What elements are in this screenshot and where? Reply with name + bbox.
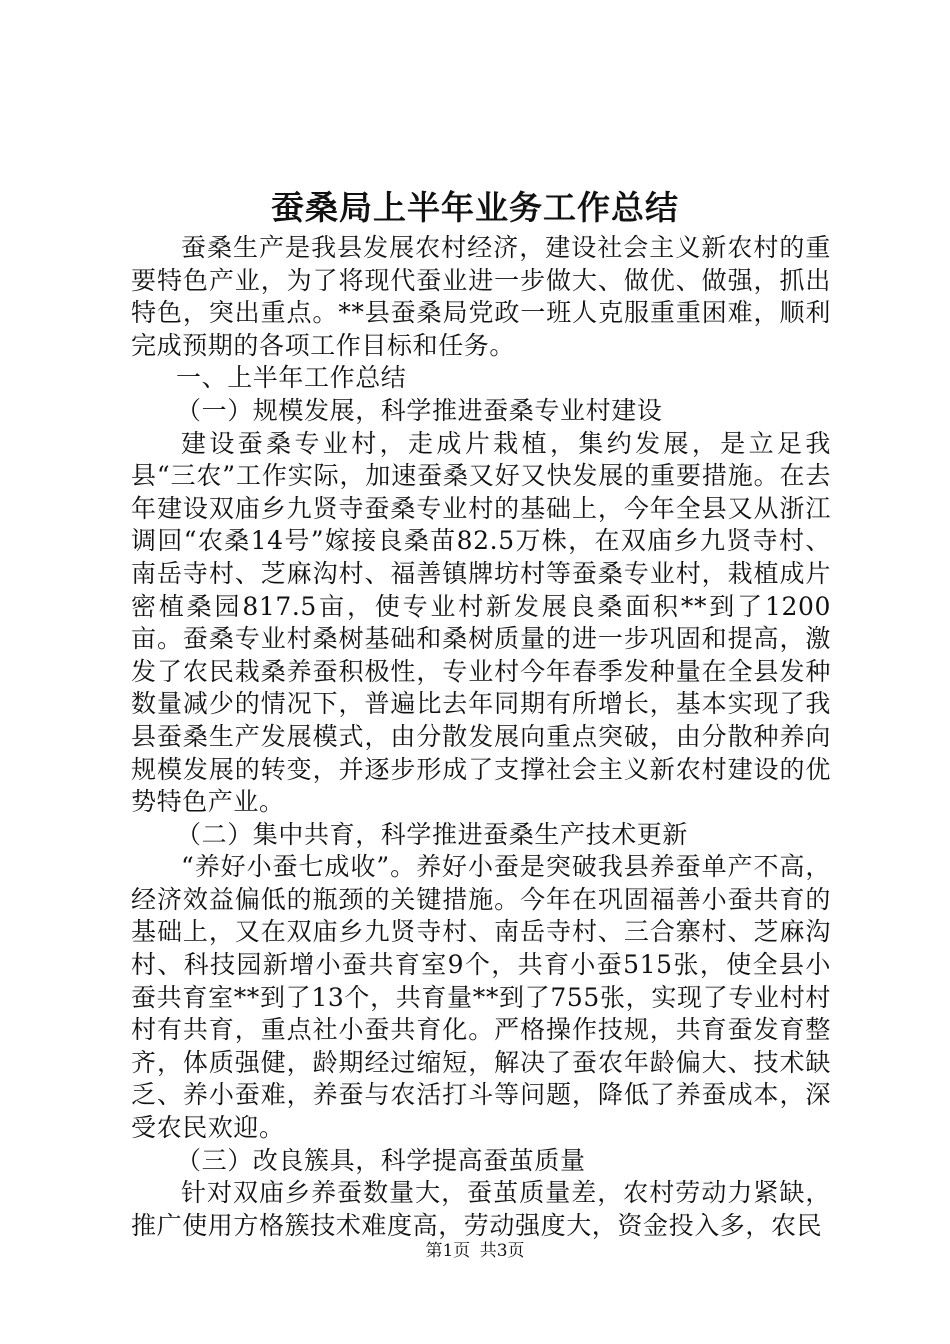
subsection-heading-3: （三）改良簇具，科学提高蚕茧质量 <box>176 1145 586 1175</box>
subsection-2-paragraph: “养好小蚕七成收”。养好小蚕是突破我县养蚕单产不高，经济效益偏低的瓶颈的关键措施。今年在巩固福善小蚕共育的基础上，又在双庙乡九贤寺村、南岳寺村、三合寨村、芝麻沟村、科技园新增小蚕共育室9个，共育小蚕515张，使全县小蚕共育室**到了13个，共育量**到了755张，实现了专业村村村有共育，重点社小蚕共育化。严格操作技规，共育蚕发育整齐，体质强健，龄期经过缩短，解决了蚕农年龄偏大、技术缺乏、养小蚕难，养蚕与农活打斗等问题，降低了养蚕成本，深受农民欢迎。 <box>131 852 831 1143</box>
section-heading-summary: 一、上半年工作总结 <box>176 363 407 393</box>
subsection-1-paragraph: 建设蚕桑专业村，走成片栽植，集约发展，是立足我县“三农”工作实际，加速蚕桑又好又快发展的重要措施。在去年建设双庙乡九贤寺蚕桑专业村的基础上，今年全县又从浙江调回“农桑14号”嫁接良桑苗82.5万株，在双庙乡九贤寺村、南岳寺村、芝麻沟村、福善镇牌坊村等蚕桑专业村，栽植成片密植桑园817.5亩，使专业村新发展良桑面积**到了1200亩。蚕桑专业村桑树基础和桑树质量的进一步巩固和提高，激发了农民栽桑养蚕积极性，专业村今年春季发种量在全县发种数量减少的情况下，普遍比去年同期有所增长，基本实现了我县蚕桑生产发展模式，由分散发展向重点突破，由分散种养向规模发展的转变，并逐步形成了支撑社会主义新农村建设的优势特色产业。 <box>131 428 831 817</box>
document-title: 蚕桑局上半年业务工作总结 <box>271 188 679 227</box>
subsection-heading-1: （一）规模发展，科学推进蚕桑专业村建设 <box>176 395 663 425</box>
subsection-heading-2: （二）集中共育，科学推进蚕桑生产技术更新 <box>176 819 689 849</box>
subsection-3-paragraph: 针对双庙乡养蚕数量大，蚕茧质量差，农村劳动力紧缺，推广使用方格簇技术难度高，劳动强度大，资金投入多，农民 <box>131 1178 831 1240</box>
page-footer <box>0 1239 950 1263</box>
page-total: 共3页 <box>479 1241 525 1261</box>
page-number: 第1页 <box>425 1241 471 1261</box>
document-body <box>131 232 831 1242</box>
intro-paragraph: 蚕桑生产是我县发展农村经济，建设社会主义新农村的重要特色产业，为了将现代蚕业进一步做大、做优、做强，抓出特色，突出重点。**县蚕桑局党政一班人克服重重困难，顺利完成预期的各项工作目标和任务。 <box>131 233 831 360</box>
